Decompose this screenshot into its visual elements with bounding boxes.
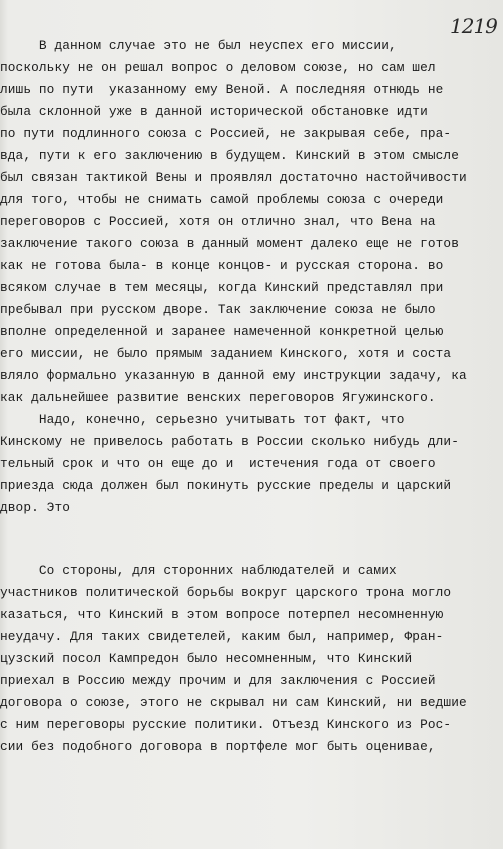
text-line: тельный срок и что он еще до и истечения года от своего [0, 456, 436, 471]
text-line: Надо, конечно, серьезно учитывать тот факт, что [0, 412, 405, 427]
text-line: заключение такого союза в данный момент далеко еще не готов [0, 236, 459, 251]
text-line: Кинскому не привелось работать в России сколько нибудь дли- [0, 434, 459, 449]
text-line: участников политической борьбы вокруг царского трона могло [0, 585, 452, 600]
text-line: его миссии, не было прямым заданием Кинского, хотя и соста [0, 346, 452, 361]
text-line: по пути подлинного союза с Россией, не закрывая себе, пра- [0, 126, 452, 141]
text-line: вда, пути к его заключению в будущем. Кинский в этом смысле [0, 148, 459, 163]
text-line: приезда сюда должен был покинуть русские пределы и царский [0, 478, 452, 493]
text-line: пребывал при русском дворе. Так заключение союза не было [0, 302, 436, 317]
text-line: сии без подобного договора в портфеле мог быть оценивае, [0, 739, 436, 754]
text-line: Со стороны, для сторонних наблюдателей и самих [0, 563, 397, 578]
text-line: неудачу. Для таких свидетелей, каким был, например, Фран- [0, 629, 444, 644]
text-line: лишь по пути указанному ему Веной. А последняя отнюдь не [0, 82, 444, 97]
text-line: вляло формально указанную в данной ему инструкции задачу, ка [0, 368, 467, 383]
text-line: вполне определенной и заранее намеченной конкретной целью [0, 324, 444, 339]
text-line: В данном случае это не был неуспех его миссии, [0, 38, 397, 53]
text-line: казаться, что Кинский в этом вопросе потерпел несомненную [0, 607, 444, 622]
text-line: переговоров с Россией, хотя он отлично знал, что Вена на [0, 214, 436, 229]
text-line: двор. Это [0, 500, 71, 515]
text-line: как дальнейшее развитие венских переговоров Ягужинского. [0, 390, 436, 405]
text-line: для того, чтобы не снимать самой проблемы союза с очереди [0, 192, 444, 207]
text-line: приехал в Россию между прочим и для заключения с Россией [0, 673, 436, 688]
text-line: был связан тактикой Вены и проявлял достаточно настойчивости [0, 170, 467, 185]
text-line: всяком случае в тем месяцы, когда Кинский представлял при [0, 280, 444, 295]
text-line: договора о союзе, этого не скрывал ни сам Кинский, ни ведшие [0, 695, 467, 710]
page-number: 1219 [450, 14, 497, 38]
text-line: как не готова была- в конце концов- и русская сторона. во [0, 258, 444, 273]
text-line: с ним переговоры русские политики. Отъезд Кинского из Рос- [0, 717, 452, 732]
text-line: была склонной уже в данной исторической обстановке идти [0, 104, 428, 119]
text-line: цузский посол Кампредон было несомненным, что Кинский [0, 651, 413, 666]
text-line: поскольку не он решал вопрос о деловом союзе, но сам шел [0, 60, 436, 75]
